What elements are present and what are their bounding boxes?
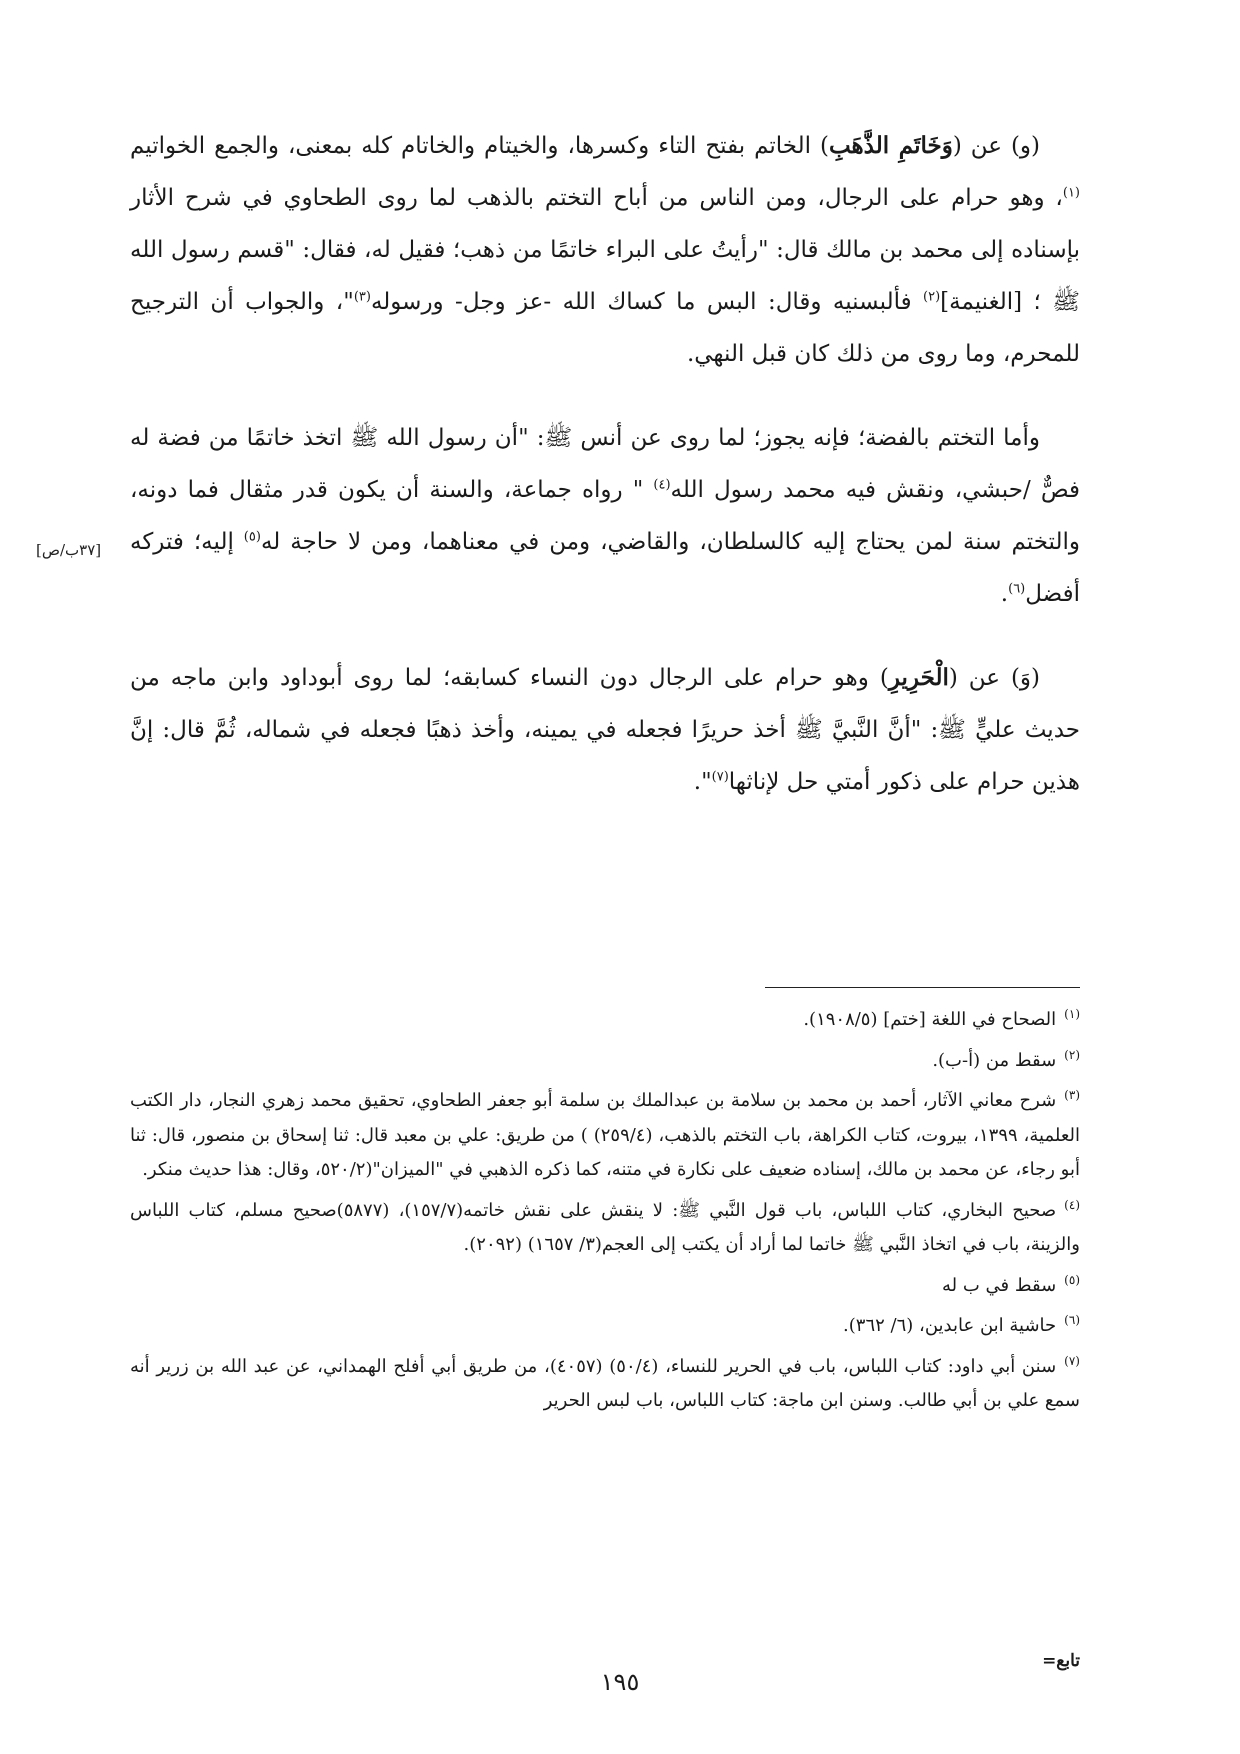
paragraph-gold-ring: (و) عن (وَخَاتَمِ الذَّهَبِ) الخاتم بفتح التاء وكسرها، والخيتام والخاتام كله بمعنى، والجمع الخواتيم $^{(١)}$، وهو حرام على الرجال، ومن الناس من أباح التختم بالذهب لما روى الطحاوي في شرح الأثار بإسناده إلى محمد بن مالك قال: "رأيتُ على البراء خاتمًا من ذهب؛ فقيل له، فقال: "قسم رسول الله ﷺ ؛ [الغنيمة]$^{(٢)}$ فألبسنيه وقال: البس ما كساك الله -عز وجل- ورسوله$^{(٣)}$"، والجواب أن الترجيح للمحرم، وما روى من ذلك كان قبل النهي. [130, 132, 1080, 367]
footnote-2 [130, 1044, 1080, 1079]
page-number: ١٩٥ [600, 1668, 640, 1696]
footnote-1 [130, 1003, 1080, 1038]
footnote-separator [765, 987, 1080, 988]
footnote-number: (٧) [1064, 1353, 1080, 1368]
footnote-4 [130, 1194, 1080, 1263]
footnote-text: صحيح البخاري، كتاب اللباس، باب قول النَّبي ﷺ: لا ينقش على نقش خاتمه(١٥٧/٧)، (٥٨٧٧)صحيح مسلم، كتاب اللباس والزينة، باب في اتخاذ النَّبي ﷺ خاتما لما أراد أن يكتب إلى العجم(٣/ ١٦٥٧) (٢٠٩٢). [130, 1199, 1080, 1255]
footnote-ref-7[interactable]: (٧) [711, 769, 729, 785]
continuation-marker: تابع= [1042, 1651, 1080, 1671]
footnote-3 [130, 1084, 1080, 1188]
footnote-text: شرح معاني الآثار، أحمد بن محمد بن سلامة بن عبدالملك بن سلمة أبو جعفر الطحاوي، تحقيق محمد زهري النجار، دار الكتب العلمية، ١٣٩٩، بيروت، كتاب الكراهة، باب التختم بالذهب، (٢٥٩/٤) ) من طريق: علي بن معبد قال: ثنا إسحاق بن منصور، قال: ثنا أبو رجاء، عن محمد بن مالك، إسناده ضعيف على نكارة في متنه، كما ذكره الذهبي في "الميزان"(٥٢٠/٢، وقال: هذا حديث منكر. [130, 1090, 1080, 1180]
footnote-number: (١) [1064, 1007, 1080, 1021]
footnote-text: الصحاح في اللغة [ختم] (١٩٠٨/٥). [803, 1009, 1057, 1030]
footnotes [130, 1003, 1080, 1425]
footnote-number: (٤) [1064, 1197, 1080, 1212]
footnote-ref-3[interactable]: (٣) [353, 289, 371, 305]
main-text [130, 120, 1080, 840]
footnote-text: حاشية ابن عابدين، (٦/ ٣٦٢). [843, 1315, 1057, 1336]
footnote-6 [130, 1309, 1080, 1344]
paragraph-silver-ring: وأما التختم بالفضة؛ فإنه يجوز؛ لما روى عن أنس ﷺ: "أن رسول الله ﷺ اتخذ خاتمًا من فضة له فصٌّ /حبشي، ونقش فيه محمد رسول الله$^{(٤)}$ " رواه جماعة، والسنة أن يكون قدر مثقال فما دونه، والتختم سنة لمن يحتاج إليه كالسلطان، والقاضي، ومن في معناهما، ومن لا حاجة له$^{(٥)}$ إليه؛ فتركه أفضل$^{(٦)}$. [130, 425, 1080, 607]
manuscript-margin-note: [٣٧ب/ص] [36, 541, 102, 559]
footnote-ref-2[interactable]: (٢) [923, 289, 941, 305]
footnote-ref-6[interactable]: (٦) [1008, 581, 1026, 597]
footnote-ref-5[interactable]: (٥) [243, 529, 261, 545]
footnote-text: سقط من (أ-ب). [932, 1049, 1057, 1071]
footnote-text: سقط في ب له [942, 1274, 1057, 1296]
footnote-number: (٦) [1064, 1313, 1080, 1327]
term-silk: الْحَرِيرِ [888, 664, 949, 691]
footnote-5 [130, 1269, 1080, 1304]
footnote-ref-1[interactable]: (١) [1062, 185, 1080, 201]
footnote-number: (٣) [1064, 1088, 1080, 1102]
footnote-number: (٢) [1064, 1047, 1080, 1062]
footnote-text: سنن أبي داود: كتاب اللباس، باب في الحرير للنساء، (٥٠/٤) (٤٠٥٧)، من طريق أبي أفلح الهمداني، عن عبد الله بن زرير أنه سمع علي بن أبي طالب. وسنن ابن ماجة: كتاب اللباس، باب لبس الحرير [130, 1355, 1080, 1411]
footnote-7 [130, 1350, 1080, 1419]
term-gold-ring: وَخَاتَمِ الذَّهَبِ [828, 132, 953, 159]
paragraph-silk: (وَ) عن (الْحَرِيرِ) وهو حرام على الرجال دون النساء كسابقه؛ لما روى أبوداود وابن ماجه من حديث عليٍّ ﷺ: "أنَّ النَّبيَّ ﷺ أخذ حريرًا فجعله في يمينه، وأخذ ذهبًا فجعله في شماله، ثُمَّ قال: إنَّ هذين حرام على ذكور أمتي حل لإناثها$^{(٧)}$". [130, 664, 1080, 795]
footnote-ref-4[interactable]: (٤) [653, 477, 671, 493]
footnote-number: (٥) [1064, 1272, 1080, 1287]
